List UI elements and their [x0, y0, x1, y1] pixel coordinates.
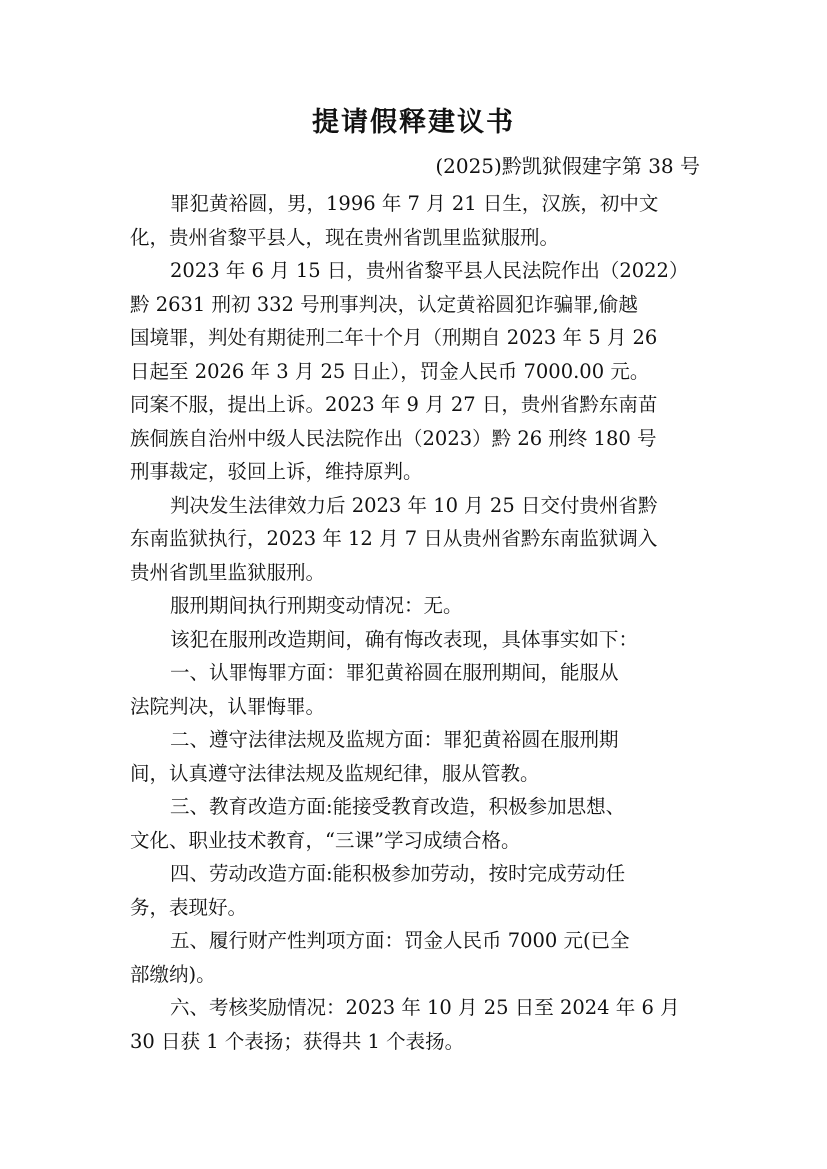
body-line: 同案不服，提出上诉。2023 年 9 月 27 日，贵州省黔东南苗: [130, 393, 658, 416]
document-title: 提请假释建议书: [312, 107, 515, 138]
body-line: 30 日获 1 个表扬；获得共 1 个表扬。: [130, 1029, 465, 1053]
body-line: 五、履行财产性判项方面：罚金人民币 7000 元(已全: [170, 929, 630, 952]
body-line: 服刑期间执行刑期变动情况：无。: [170, 594, 463, 617]
body-line: 国境罪，判处有期徒刑二年十个月（刑期自 2023 年 5 月 26: [130, 326, 658, 349]
document-number: (2025)黔凯狱假建字第 38 号: [435, 154, 700, 178]
body-line: 法院判决，认罪悔罪。: [130, 694, 326, 718]
body-line: 刑事裁定，驳回上诉，维持原判。: [130, 460, 423, 483]
body-line: 黔 2631 刑初 332 号刑事判决，认定黄裕圆犯诈骗罪,偷越: [130, 292, 638, 316]
body-line: 三、教育改造方面:能接受教育改造，积极参加思想、: [170, 795, 626, 818]
body-line: 一、认罪悔罪方面：罪犯黄裕圆在服刑期间，能服从: [170, 661, 619, 684]
body-line: 化，贵州省黎平县人，现在贵州省凯里监狱服刑。: [130, 225, 560, 249]
body-line: 日起至 2026 年 3 月 25 日止），罚金人民币 7000.00 元。: [130, 359, 650, 383]
document-body: [130, 187, 702, 1058]
body-line: 文化、职业技术教育，“三课”学习成绩合格。: [130, 828, 521, 852]
body-line: 该犯在服刑改造期间，确有悔改表现，具体事实如下：: [170, 627, 639, 651]
body-line: 罪犯黄裕圆，男，1996 年 7 月 21 日生，汉族，初中文: [170, 192, 659, 215]
body-line: 四、劳动改造方面:能积极参加劳动，按时完成劳动任: [170, 862, 626, 885]
body-line: 贵州省凯里监狱服刑。: [130, 560, 326, 584]
body-line: 间，认真遵守法律法规及监规纪律，服从管教。: [130, 761, 540, 785]
body-line: 族侗族自治州中级人民法院作出（2023）黔 26 刑终 180 号: [130, 426, 657, 450]
body-line: 六、考核奖励情况：2023 年 10 月 25 日至 2024 年 6 月: [170, 996, 680, 1019]
body-line: 2023 年 6 月 15 日，贵州省黎平县人民法院作出（2022）: [170, 259, 689, 282]
body-line: 二、遵守法律法规及监规方面：罪犯黄裕圆在服刑期: [170, 728, 619, 751]
body-line: 东南监狱执行，2023 年 12 月 7 日从贵州省黔东南监狱调入: [130, 527, 658, 550]
body-line: 部缴纳)。: [130, 962, 216, 986]
body-line: 务，表现好。: [130, 895, 248, 919]
body-line: 判决发生法律效力后 2023 年 10 月 25 日交付贵州省黔: [170, 493, 658, 517]
